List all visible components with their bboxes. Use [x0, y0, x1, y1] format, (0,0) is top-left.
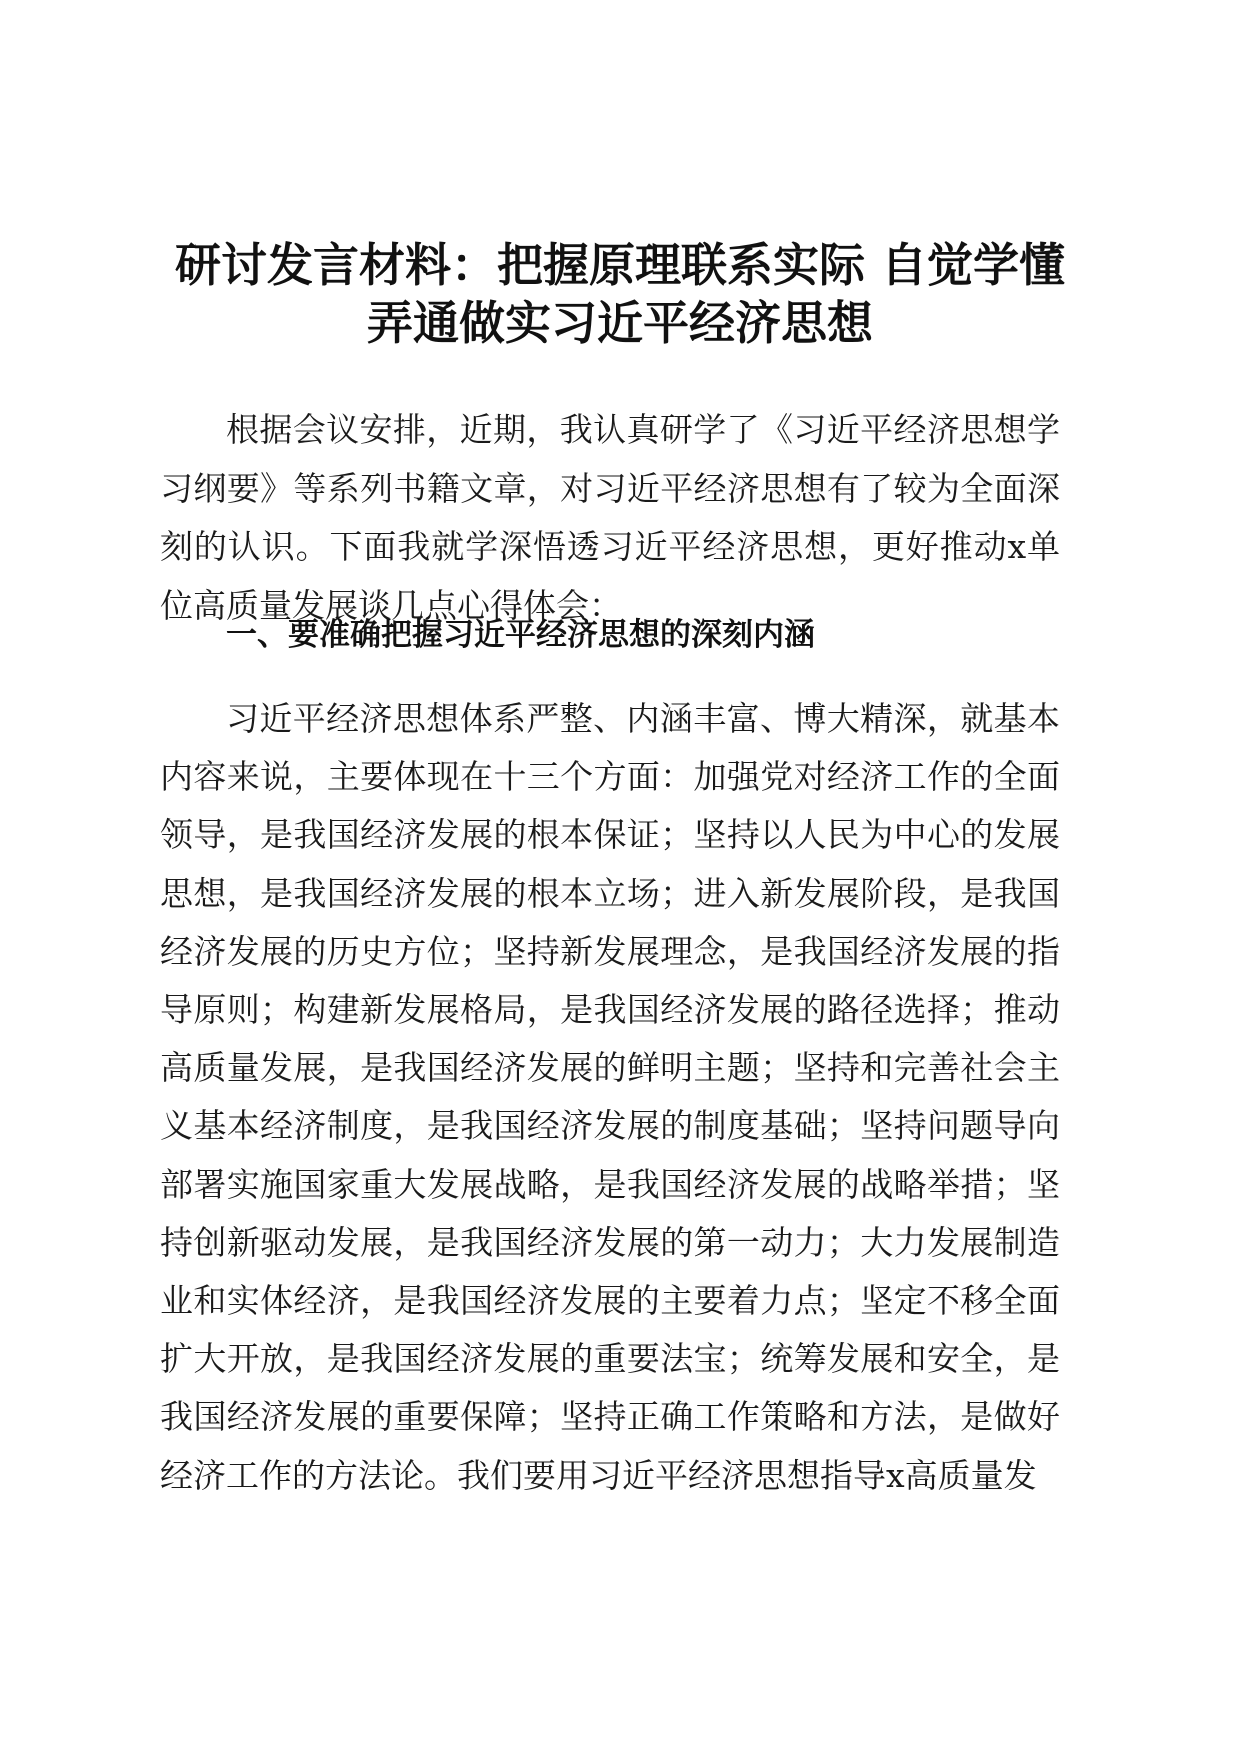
document-title-line-1: 研讨发言材料：把握原理联系实际 自觉学懂: [174, 238, 1065, 292]
section-1-paragraph: 习近平经济思想体系严整、内涵丰富、博大精深，就基本内容来说，主要体现在十三个方面：加强党对经济工作的全面领导，是我国经济发展的根本保证；坚持以人民为中心的发展思想，是我国经济发展的根本立场；进入新发展阶段，是我国经济发展的历史方位；坚持新发展理念，是我国经济发展的指导原则；构建新发展格局，是我国经济发展的路径选择；推动高质量发展，是我国经济发展的鲜明主题；坚持和完善社会主义基本经济制度，是我国经济发展的制度基础；坚持问题导向部署实施国家重大发展战略，是我国经济发展的战略举措；坚持创新驱动发展，是我国经济发展的第一动力；大力发展制造业和实体经济，是我国经济发展的主要着力点；坚定不移全面扩大开放，是我国经济发展的重要法宝；统筹发展和安全，是我国经济发展的重要保障；坚持正确工作策略和方法，是做好经济工作的方法论。我们要用习近平经济思想指导x高质量发: [160, 699, 1060, 1495]
document-title-line-2: 弄通做实习近平经济思想: [367, 296, 873, 350]
intro-paragraph: 根据会议安排，近期，我认真研学了《习近平经济思想学习纲要》等系列书籍文章，对习近平经济思想有了较为全面深刻的认识。下面我就学深悟透习近平经济思想，更好推动x单位高质量发展谈几点心得体会：: [160, 410, 1060, 625]
section-heading-1: 一、要准确把握习近平经济思想的深刻内涵: [226, 617, 815, 653]
